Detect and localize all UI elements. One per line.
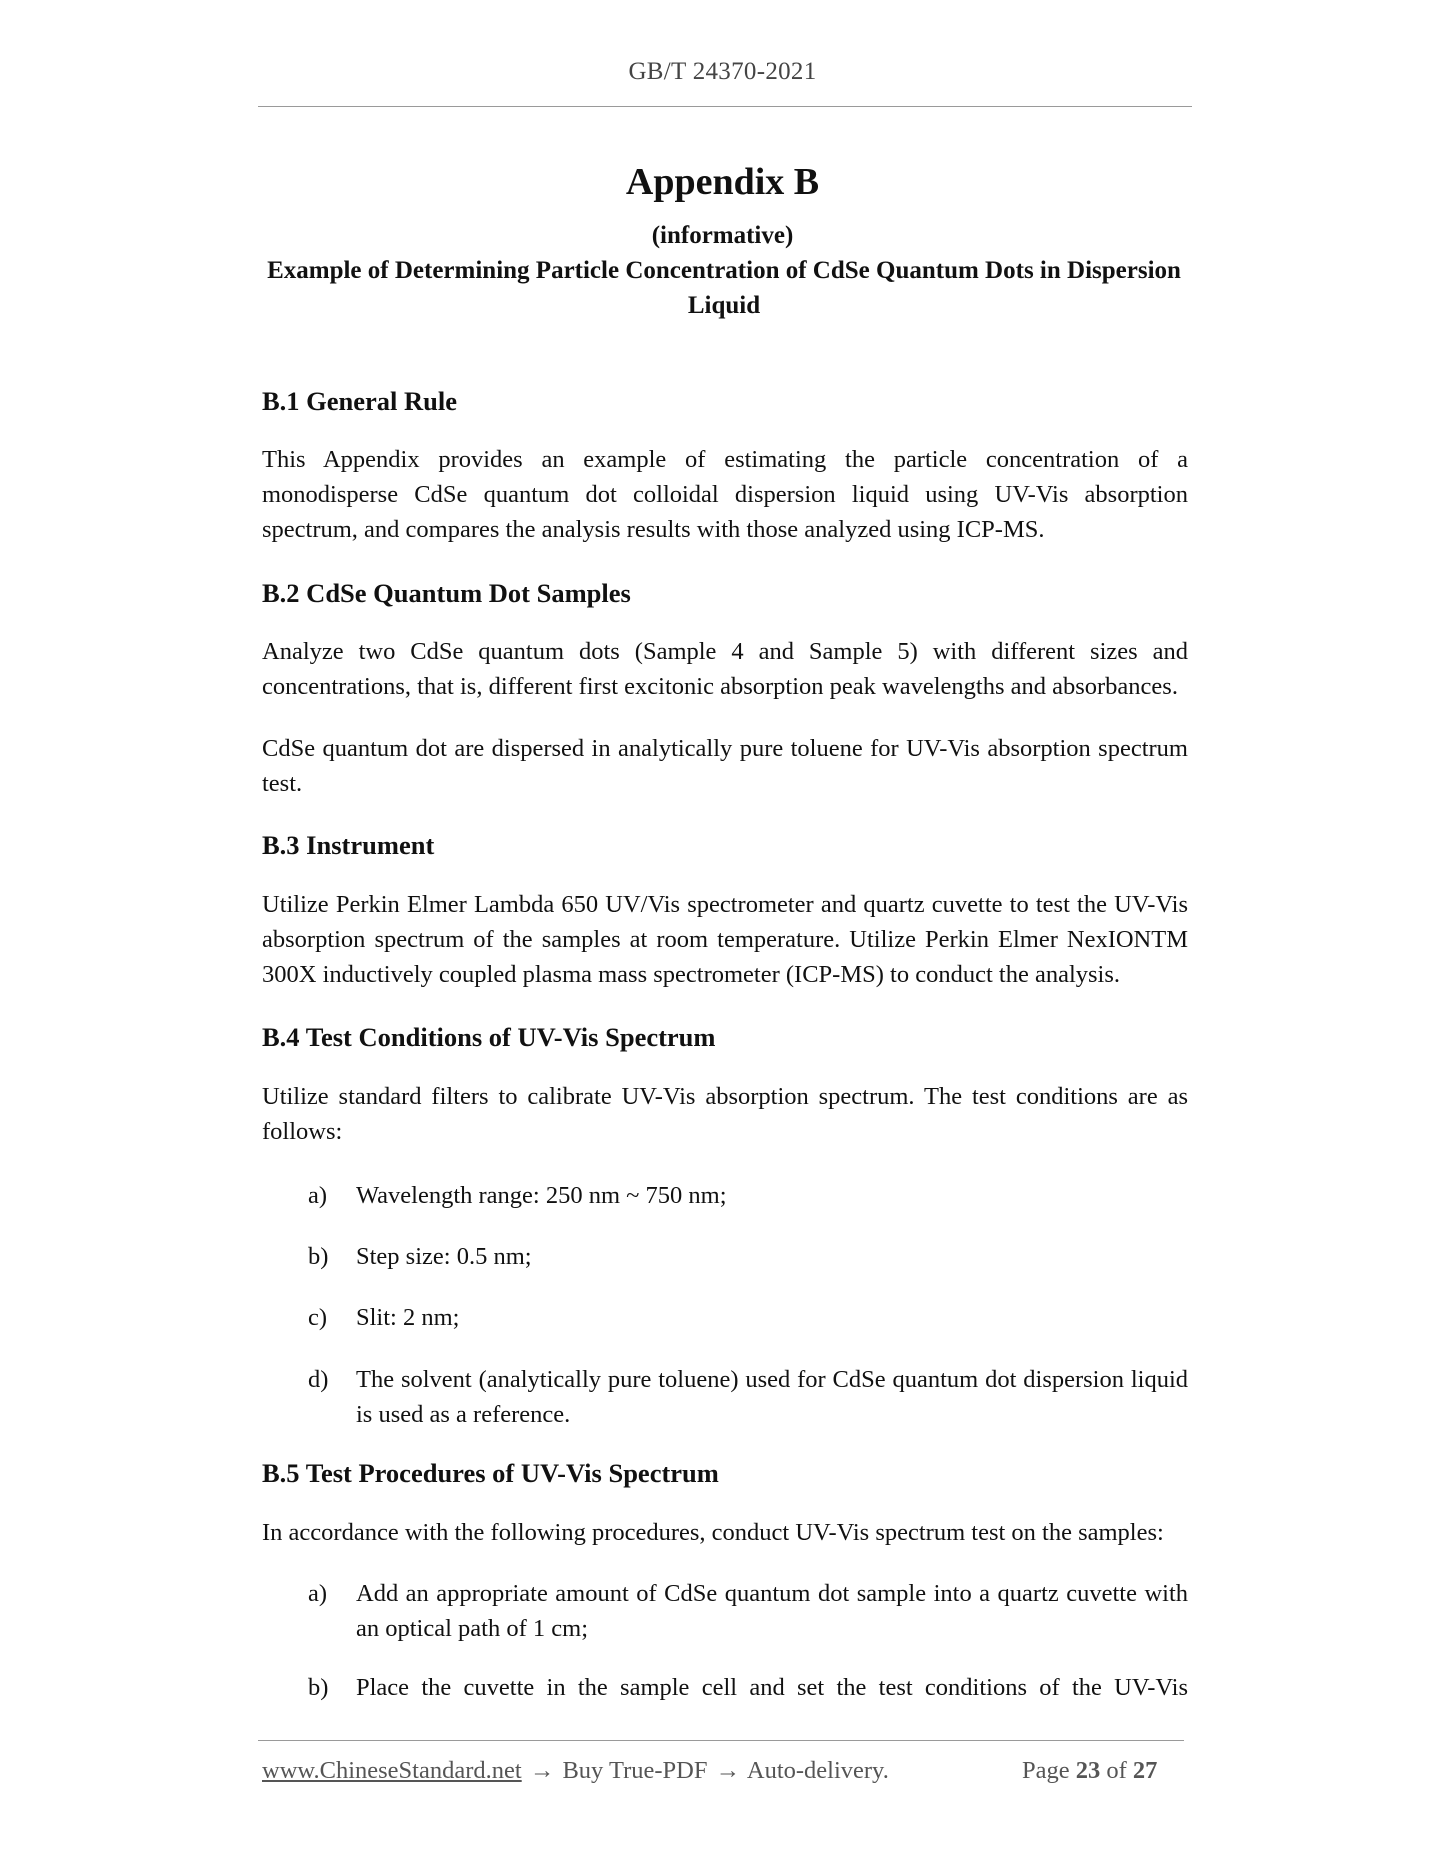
arrow-icon: → [529,1757,555,1784]
section-heading-b1: B.1 General Rule [262,386,458,416]
list-item-text: Wavelength range: 250 nm ~ 750 nm; [356,1182,727,1209]
section-heading-b4: B.4 Test Conditions of UV-Vis Spectrum [262,1022,716,1052]
list-item-marker: a) [308,1182,328,1209]
appendix-subtitle: (informative) [651,222,794,249]
header-divider [258,106,1192,107]
section-heading-b2: B.2 CdSe Quantum Dot Samples [262,578,631,608]
of-label: of [1106,1757,1127,1784]
paragraph-b3: Utilize Perkin Elmer Lambda 650 UV/Vis spectrometer and quartz cuvette to test the UV-Vis absorption spectrum of the samples at room temperature. Utilize Perkin Elmer NexIONTM 300X inductively coupled plasma mass spectrometer (ICP-MS) to conduct the analysis. [262,891,1188,988]
footer-divider [258,1740,1184,1741]
total-page-number: 27 [1132,1757,1158,1784]
page-indicator [1022,1754,1157,1788]
list-item-marker: b) [308,1243,329,1270]
buy-true-pdf-text: Buy True-PDF [562,1757,708,1784]
appendix-description: Example of Determining Particle Concentration of CdSe Quantum Dots in Dispersion Liquid [267,257,1181,319]
page-label: Page [1022,1757,1070,1784]
auto-delivery-text: Auto-delivery. [746,1757,889,1784]
site-link[interactable]: www.ChineseStandard.net [262,1757,522,1784]
current-page-number: 23 [1075,1757,1101,1784]
paragraph-b4: Utilize standard filters to calibrate UV-Vis absorption spectrum. The test conditions are as follows: [262,1083,1188,1145]
list-item-text: Step size: 0.5 nm; [356,1243,532,1270]
list-item-text: Add an appropriate amount of CdSe quantum dot sample into a quartz cuvette with an optical path of 1 cm; [356,1580,1188,1642]
section-heading-b5: B.5 Test Procedures of UV-Vis Spectrum [262,1458,719,1488]
section-heading-b3: B.3 Instrument [262,830,435,860]
appendix-title: Appendix B [625,161,820,203]
footer-promo [262,1754,889,1788]
list-item-text: The solvent (analytically pure toluene) used for CdSe quantum dot dispersion liquid is used as a reference. [356,1366,1188,1428]
list-item-marker: b) [308,1674,329,1701]
paragraph-b5: In accordance with the following procedures, conduct UV-Vis spectrum test on the samples: [262,1519,1164,1546]
list-item-marker: a) [308,1580,328,1607]
paragraph-b1: This Appendix provides an example of estimating the particle concentration of a monodisperse CdSe quantum dot colloidal dispersion liquid using UV-Vis absorption spectrum, and compares the analysis results with those analyzed using ICP-MS. [262,446,1188,543]
list-item-text: Place the cuvette in the sample cell and set the test conditions of the UV-Vis [356,1674,1188,1701]
list-item-text: Slit: 2 nm; [356,1304,460,1331]
arrow-icon: → [715,1757,741,1784]
paragraph-b2-2: CdSe quantum dot are dispersed in analytically pure toluene for UV-Vis absorption spectrum test. [262,735,1188,797]
list-item-marker: d) [308,1366,329,1393]
standard-code-header: GB/T 24370-2021 [628,58,817,85]
paragraph-b2-1: Analyze two CdSe quantum dots (Sample 4 and Sample 5) with different sizes and concentrations, that is, different first excitonic absorption peak wavelengths and absorbances. [262,638,1188,700]
list-item-marker: c) [308,1304,328,1331]
